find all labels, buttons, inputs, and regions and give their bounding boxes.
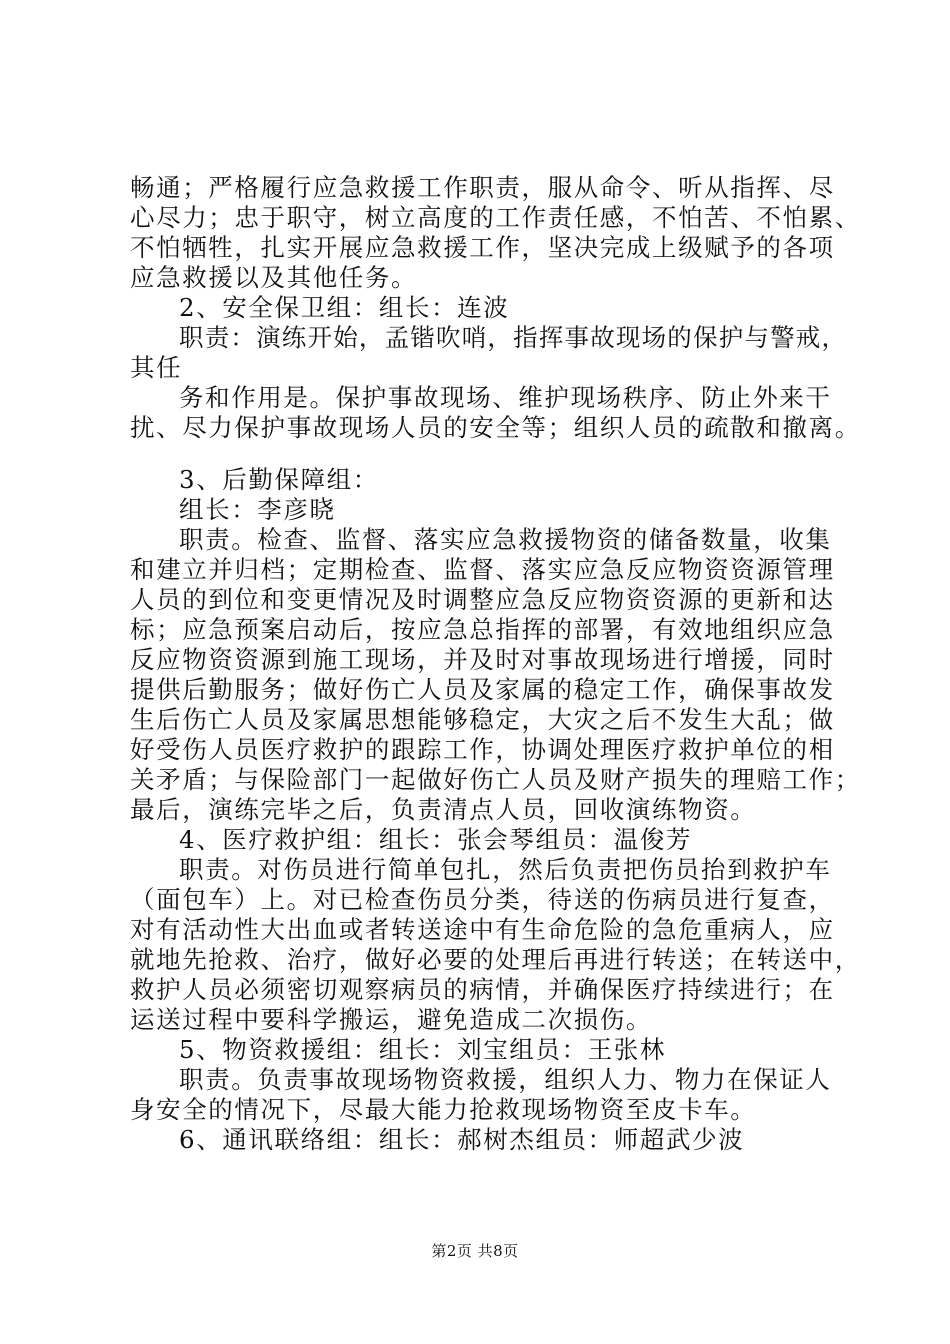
body-line: 畅通；严格履行应急救援工作职责，服从命令、听从指挥、尽 bbox=[130, 173, 835, 202]
paragraph-gap bbox=[130, 443, 840, 465]
body-line: 职责。对伤员进行简单包扎，然后负责把伤员抬到救护车 bbox=[179, 855, 832, 884]
body-line: 运送过程中要科学搬运，避免造成二次损伤。 bbox=[130, 1005, 652, 1034]
section-heading-medical: 4、医疗救护组：组长：张会琴组员：温俊芳 bbox=[179, 825, 693, 854]
body-line: 最后，演练完毕之后，负责清点人员，回收演练物资。 bbox=[130, 795, 757, 824]
body-line: 身安全的情况下，尽最大能力抢救现场物资至皮卡车。 bbox=[130, 1095, 757, 1124]
body-line: 应急救援以及其他任务。 bbox=[130, 263, 418, 292]
body-line: 提供后勤服务；做好伤亡人员及家属的稳定工作，确保事故发 bbox=[130, 675, 835, 704]
section-heading-security: 2、安全保卫组：组长：连波 bbox=[179, 293, 510, 322]
page-indicator: 第2页 共8页 bbox=[431, 1242, 519, 1260]
body-line: 扰、尽力保护事故现场人员的安全等；组织人员的疏散和撤离。 bbox=[130, 413, 861, 442]
body-line: 生后伤亡人员及家属思想能够稳定，大灾之后不发生大乱；做 bbox=[130, 705, 835, 734]
body-line: 组长：李彦晓 bbox=[179, 495, 336, 524]
body-line: 和建立并归档；定期检查、监督、落实应急反应物资资源管理 bbox=[130, 555, 835, 584]
body-line: （面包车）上。对已检查伤员分类，待送的伤病员进行复查， bbox=[130, 885, 835, 914]
body-line: 救护人员必须密切观察病员的病情，并确保医疗持续进行；在 bbox=[130, 975, 835, 1004]
document-body bbox=[130, 173, 861, 1155]
body-line: 心尽力；忠于职守，树立高度的工作责任感，不怕苦、不怕累、 bbox=[130, 203, 861, 232]
section-heading-supplies: 5、物资救援组：组长：刘宝组员：王张林 bbox=[179, 1035, 666, 1064]
body-line: 务和作用是。保护事故现场、维护现场秩序、防止外来干 bbox=[179, 383, 832, 412]
body-line: 职责。负责事故现场物资救援，组织人力、物力在保证人 bbox=[179, 1065, 832, 1094]
body-line: 其任 bbox=[130, 353, 183, 382]
section-heading-communications: 6、通讯联络组：组长：郝树杰组员：师超武少波 bbox=[179, 1125, 745, 1154]
body-line: 职责。检查、监督、落实应急救援物资的储备数量，收集 bbox=[179, 525, 832, 554]
body-line: 职责：演练开始，孟锴吹哨，指挥事故现场的保护与警戒， bbox=[179, 323, 848, 352]
body-line: 不怕牺牲，扎实开展应急救援工作，坚决完成上级赋予的各项 bbox=[130, 233, 835, 262]
body-line: 关矛盾；与保险部门一起做好伤亡人员及财产损失的理赔工作； bbox=[130, 765, 861, 794]
body-line: 标；应急预案启动后，按应急总指挥的部署，有效地组织应急 bbox=[130, 615, 835, 644]
body-line: 就地先抢救、治疗，做好必要的处理后再进行转送；在转送中， bbox=[130, 945, 861, 974]
section-heading-logistics: 3、后勤保障组： bbox=[179, 465, 379, 494]
body-line: 对有活动性大出血或者转送途中有生命危险的急危重病人，应 bbox=[130, 915, 835, 944]
body-line: 反应物资资源到施工现场，并及时对事故现场进行增援，同时 bbox=[130, 645, 835, 674]
body-line: 人员的到位和变更情况及时调整应急反应物资资源的更新和达 bbox=[130, 585, 835, 614]
body-line: 好受伤人员医疗救护的跟踪工作，协调处理医疗救护单位的相 bbox=[130, 735, 835, 764]
